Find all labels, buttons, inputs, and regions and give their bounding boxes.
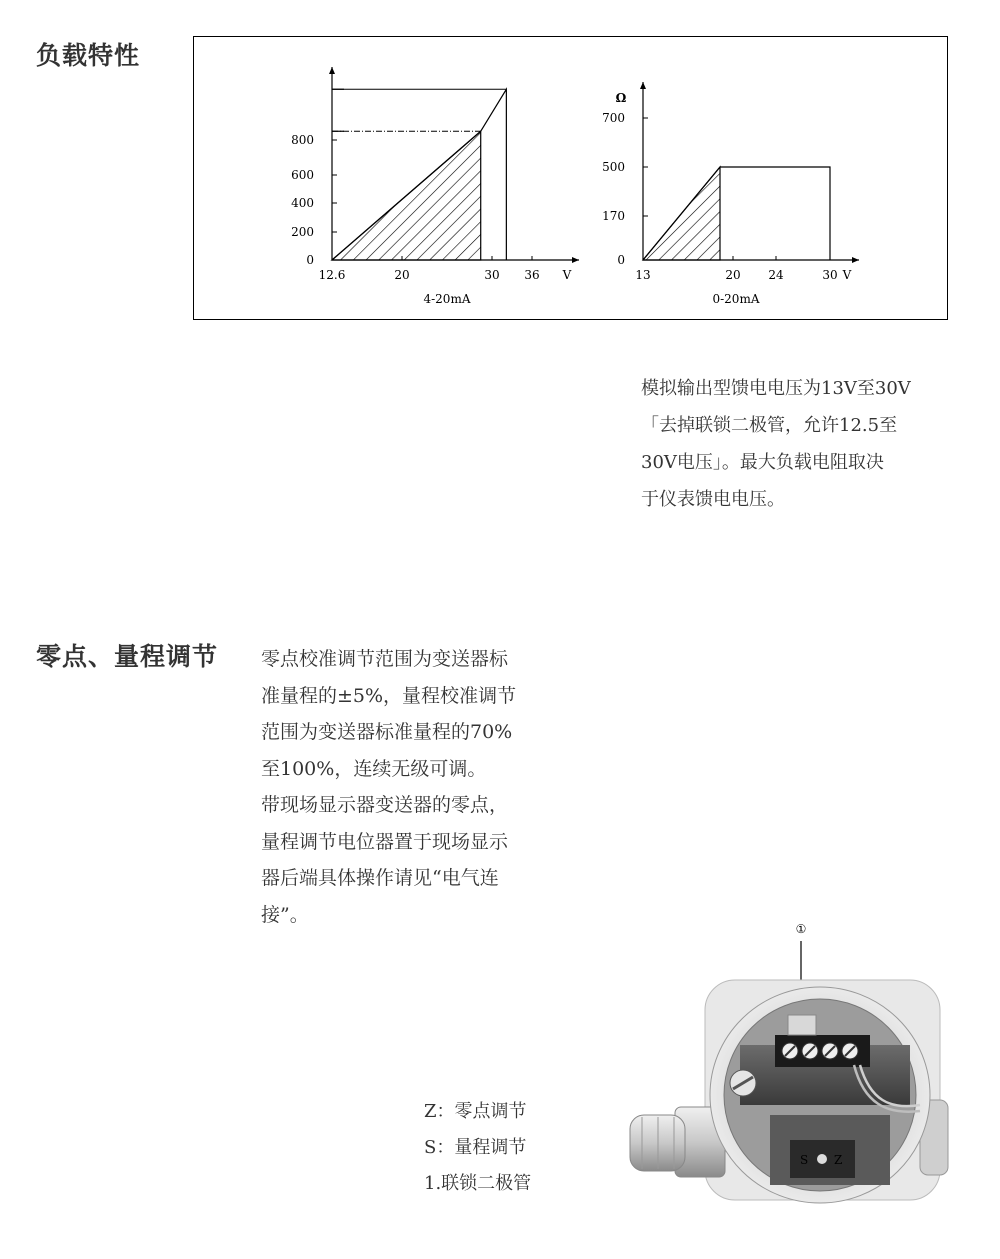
y-tick-label: 400	[291, 196, 314, 210]
legend-zero: Z：零点调节	[424, 1101, 527, 1122]
transmitter-housing-photo	[620, 905, 980, 1205]
zero-pot-mark: Z	[834, 1153, 843, 1167]
chart-4-20ma	[291, 67, 579, 306]
x-tick-label: 20	[725, 268, 741, 282]
y-tick-label: 700	[602, 111, 625, 125]
y-tick-label: 600	[291, 168, 314, 182]
y-tick-label: 0	[617, 253, 625, 267]
x-tick-label: 12.6	[318, 268, 346, 282]
feed-voltage-note	[641, 370, 911, 518]
description-line: 零点校准调节范围为变送器标	[261, 648, 509, 670]
y-tick-label: 0	[306, 253, 314, 267]
description-line: 准量程的±5%，量程校准调节	[261, 684, 517, 707]
adjustment-legend	[424, 1094, 531, 1202]
zero-span-heading: 零点、量程调节	[36, 642, 219, 671]
x-tick-label: 36	[524, 268, 540, 282]
y-tick-label: 500	[602, 160, 625, 174]
note-line: 30V电压」。最大负载电阻取决	[641, 452, 884, 473]
description-line: 接”。	[261, 903, 309, 926]
x-tick-label: 20	[394, 268, 410, 282]
y-tick-label: 200	[291, 225, 314, 239]
x-tick-label: 24	[768, 268, 784, 282]
interlock-diode	[788, 1015, 816, 1035]
description-line: 器后端具体操作请见“电气连	[261, 867, 499, 889]
y-axis-arrow	[329, 67, 335, 74]
x-axis-label: V	[842, 268, 852, 282]
x-tick-label: 13	[635, 268, 651, 282]
load-characteristics-charts	[194, 37, 949, 321]
note-line: 「去掉联锁二极管，允许12.5至	[641, 415, 898, 436]
x-tick-label: 30	[822, 268, 838, 282]
y-tick-label: 170	[602, 209, 625, 223]
callout-number: ①	[795, 922, 807, 936]
description-line: 范围为变送器标准量程的70%	[261, 721, 513, 743]
y-axis-arrow	[640, 82, 646, 89]
description-line: 量程调节电位器置于现场显示	[261, 830, 509, 853]
zero-span-description	[261, 641, 516, 933]
description-line: 至100%，连续无级可调。	[261, 757, 487, 780]
legend-diode: 1.联锁二极管	[424, 1173, 532, 1194]
chart-caption: 4-20mA	[423, 292, 471, 306]
load-characteristics-chart-frame	[193, 36, 948, 320]
load-characteristics-heading: 负载特性	[36, 41, 141, 70]
note-line: 于仪表馈电电压。	[641, 489, 785, 510]
x-axis-arrow	[852, 257, 859, 263]
x-axis-arrow	[572, 257, 579, 263]
y-axis-label: Ω	[615, 91, 627, 105]
x-axis-label: V	[562, 268, 572, 282]
legend-span: S：量程调节	[424, 1137, 527, 1158]
chart-caption: 0-20mA	[712, 292, 760, 306]
note-line: 模拟输出型馈电电压为13V至30V	[641, 378, 911, 399]
chart-0-20ma	[602, 82, 859, 306]
description-line: 带现场显示器变送器的零点，	[261, 794, 509, 816]
y-tick-label: 800	[291, 133, 314, 147]
span-pot-mark: S	[800, 1153, 809, 1167]
x-tick-label: 30	[484, 268, 500, 282]
